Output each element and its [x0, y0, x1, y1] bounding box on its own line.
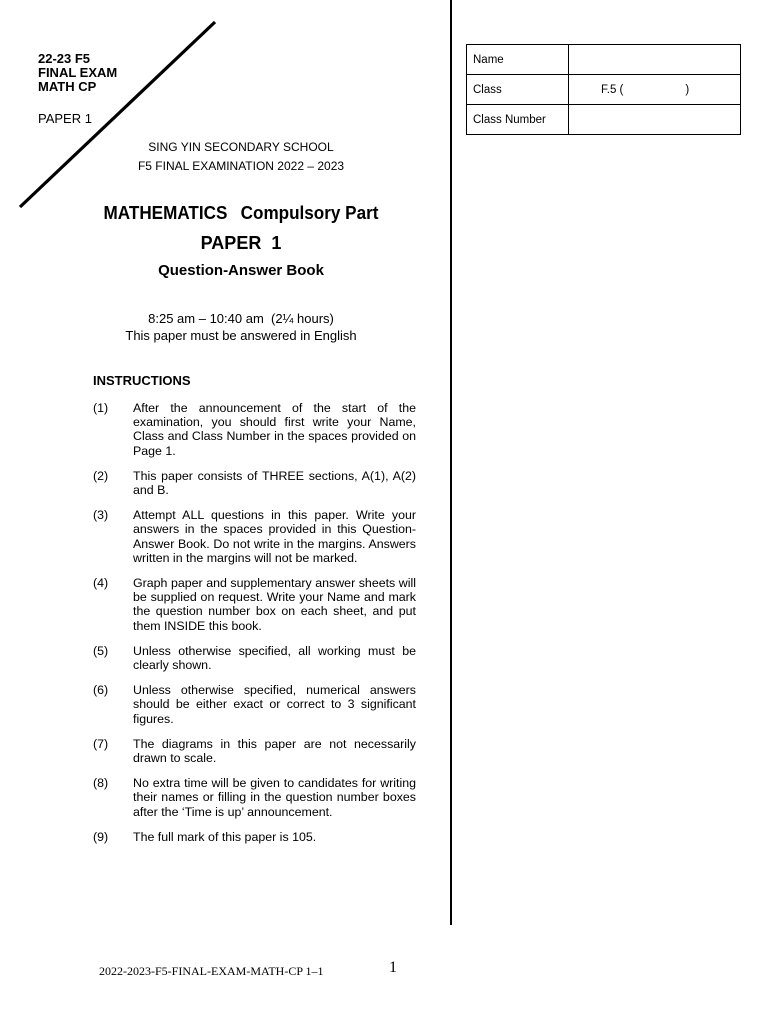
- school-name: SING YIN SECONDARY SCHOOL: [148, 140, 334, 154]
- class-row: [467, 75, 741, 105]
- instruction-text: Attempt ALL questions in this paper. Write your answers in the spaces provided in this Question-Answer Book. Do not write in the margins. Answers written in the margins will not be marked.: [133, 508, 416, 565]
- class-label: Class: [467, 75, 569, 105]
- class-field[interactable]: [569, 75, 741, 105]
- class-prefix: F.5 (: [601, 83, 624, 96]
- instruction-number: (6): [93, 683, 109, 698]
- subject-part: Compulsory Part: [240, 203, 379, 223]
- instruction-item: [93, 401, 416, 458]
- instruction-number: (4): [93, 576, 109, 591]
- exam-time: 8:25 am – 10:40 am (2¼ hours): [148, 311, 334, 326]
- instruction-number: (3): [93, 508, 109, 523]
- exam-name: F5 FINAL EXAMINATION 2022 – 2023: [137, 159, 345, 173]
- class-number-label: Class Number: [467, 105, 569, 135]
- instruction-number: (2): [93, 468, 109, 483]
- instruction-text: Unless otherwise specified, numerical answers should be either exact or correct to 3 significant figures.: [133, 683, 416, 726]
- corner-label: [38, 52, 117, 94]
- instruction-item: [93, 776, 416, 819]
- name-row: [467, 45, 741, 75]
- instruction-number: (1): [93, 401, 109, 415]
- corner-diagonal-line: [0, 0, 230, 215]
- instruction-item: [93, 508, 416, 565]
- instruction-text: The full mark of this paper is 105.: [133, 829, 317, 844]
- instruction-number: (8): [93, 776, 109, 791]
- instruction-number: (9): [93, 829, 109, 844]
- subject-title: [79, 203, 404, 224]
- instruction-text: Unless otherwise specified, all working must be clearly shown.: [133, 643, 416, 673]
- corner-label-line-3: MATH CP: [38, 79, 97, 94]
- paper-title: PAPER 1: [200, 233, 282, 253]
- instruction-text: The diagrams in this paper are not necessarily drawn to scale.: [133, 736, 416, 766]
- book-title: Question-Answer Book: [158, 262, 324, 279]
- instruction-item: [93, 576, 416, 633]
- vertical-divider: [450, 0, 452, 925]
- instruction-item: [93, 469, 416, 497]
- corner-label-line-1: 22-23 F5: [38, 51, 91, 66]
- candidate-info-table: [466, 44, 741, 135]
- instruction-text: After the announcement of the start of the examination, you should first write your Name, Class and Class Number in the spaces provided on Page 1.: [133, 401, 416, 458]
- footer-code: 2022-2023-F5-FINAL-EXAM-MATH-CP 1–1: [99, 964, 324, 978]
- instructions-list: [93, 401, 416, 855]
- instruction-text: This paper consists of THREE sections, A(1), A(2) and B.: [133, 468, 416, 498]
- instruction-text: No extra time will be given to candidates for writing their names or filling in the question number boxes after the ‘Time is up’ announcement.: [133, 776, 416, 819]
- instruction-text: Graph paper and supplementary answer sheets will be supplied on request. Write your Name and mark the question number box on each sheet, and put them INSIDE this book.: [133, 576, 416, 633]
- subject-main: MATHEMATICS: [103, 203, 228, 223]
- class-suffix: ): [685, 83, 690, 96]
- instructions-heading: INSTRUCTIONS: [93, 373, 191, 388]
- class-number-field[interactable]: [569, 105, 741, 135]
- name-field[interactable]: [569, 45, 741, 75]
- instruction-item: [93, 830, 416, 844]
- language-note: This paper must be answered in English: [125, 328, 357, 343]
- instruction-item: [93, 644, 416, 672]
- corner-paper-tag: PAPER 1: [38, 111, 92, 126]
- instruction-item: [93, 683, 416, 726]
- corner-label-line-2: FINAL EXAM: [38, 65, 118, 80]
- instruction-number: (5): [93, 643, 109, 658]
- instruction-item: [93, 737, 416, 765]
- class-number-row: [467, 105, 741, 135]
- instruction-number: (7): [93, 736, 109, 751]
- page-number: 1: [389, 959, 397, 976]
- name-label: Name: [467, 45, 569, 75]
